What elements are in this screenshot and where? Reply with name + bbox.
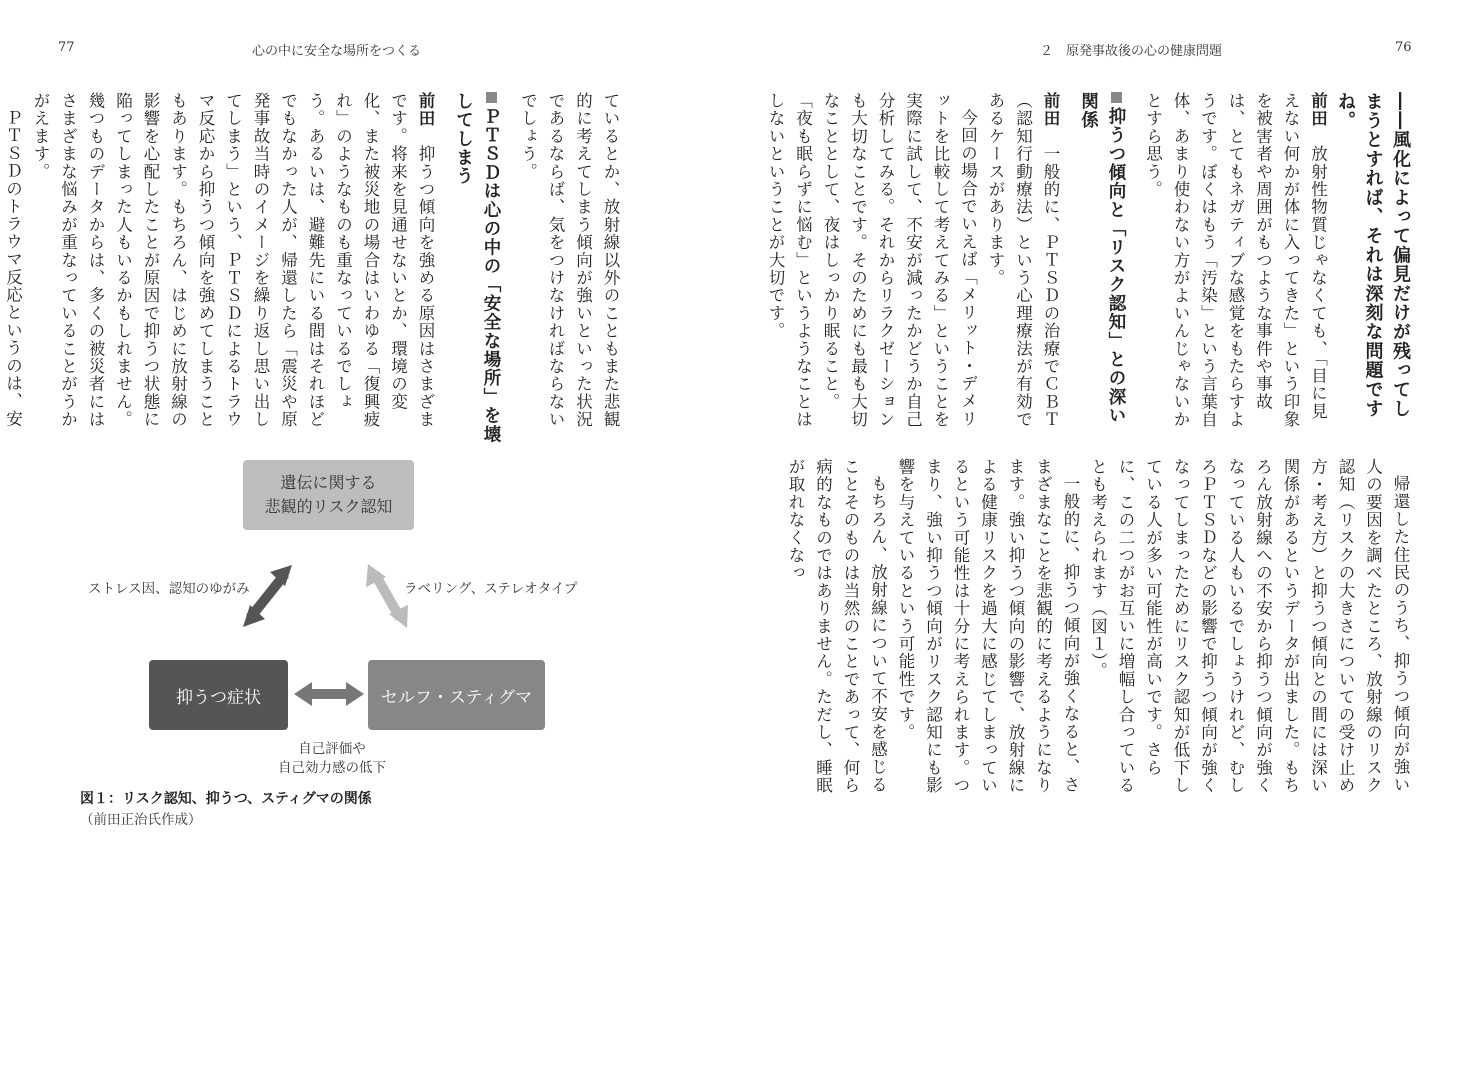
paragraph: 今回の場合でいえば「メリット・デメリットを比較して考えてみる」ということを実際に試して、不安が減ったかどうか自己分析してみる。それからリラクゼーションも大切なことです。そのためにも最も大切なこととして、夜はしっかり眠ること。「夜も眠らずに悩む」というようなことはしないということが大切です。 [766,92,978,429]
section-heading-text: ＰＴＳＤは心の中の「安全な場所」を壊してしまう [453,92,501,444]
arrow-horizontal [294,682,364,706]
paragraph-text: 一般的に、ＰＴＳＤの治療でＣＢＴ（認知行動療法）という心理療法が有効であるケースがあります。 [986,92,1060,429]
diagram-node-depression: 抑うつ症状 [149,660,288,730]
node-line: 遺伝に関する [280,473,377,492]
diagram-node-self-stigma: セルフ・スティグマ [368,660,545,730]
right-page [730,0,1460,1080]
paragraph [982,92,1065,432]
paragraph: 帰還した住民のうち、抑うつ傾向が強い人の要因を調べたところ、放射線のリスク認知（リスクの大きさについての受け止め方・考え方）と抑うつ傾向との間には深い関係があるというデータが出ました。もちろん放射線への不安から抑うつ傾向が強くなっている人もいるでしょうけれど、むしろＰＴＳＤなどの影響で抑うつ傾向が強くなってしまったためにリスク認知が低下している人が多い可能性が高いです。さらに、この二つがお互いに増幅し合っているとも考えられます（図１）。 [1088,458,1410,795]
interviewer-question: ――風化によって偏見だけが残ってしまうとすれば、それは深刻な問題ですね。 [1335,92,1411,419]
running-head: 心の中に安全な場所をつくる [252,44,422,59]
paragraph-text: 放射性物質じゃなくても、「目に見えない何かが体に入ってきた」という印象を被害者や周囲がもつような事件や事故は、とてもネガティブな感覚をもたらすようです。ぼくはもう「汚染」という言葉自体、あまり使わない方がよいんじゃないかとすら思う。 [1143,92,1328,429]
section-heading [1074,92,1129,432]
node-line: 悲観的リスク認知 [264,497,393,516]
page-number: 77 [58,40,75,55]
arrow-left-diagonal [243,565,292,627]
right-page-upper-text [766,92,1414,432]
paragraph: もちろん、放射線について不安を感じることそのものは当然のことであって、何ら病的なものではありません。ただし、睡眠が取れなくなっ [786,458,888,795]
continued-paragraph: ているとか、放射線以外のこともまた悲観的に考えてしまう傾向が強いといった状況であるならば、気をつけなければならないでしょう。 [518,92,620,429]
speaker-name: 前田 [416,92,435,128]
right-page-lower-text [786,458,1414,798]
label-labeling-stereotype: ラベリング、ステレオタイプ [404,581,578,597]
figure-caption: 図１：リスク認知、抑うつ、スティグマの関係 [80,791,372,807]
label-line: 自己効力感の低下 [278,760,386,776]
figure-credit: （前田正治氏作成） [80,812,202,828]
section-heading-text: 抑うつ傾向と「リスク認知」との深い関係 [1078,92,1126,425]
heading-marker [1111,92,1122,103]
paragraph: 一般的に、抑うつ傾向が強くなると、さまざまなことを悲観的に考えるようになります。強い抑うつ傾向の影響で、放射線による健康リスクを過大に感じてしまっているという可能性は十分に考えられます。つまり、強い抑うつ傾向がリスク認知にも影響を与えているという可能性です。 [896,458,1080,795]
paragraph-text: 抑うつ傾向を強める原因はさまざまです。将来を見通せないとか、環境の変化、また被災地の場合はいわゆる「復興疲れ」のようなものも重なっているでしょう。あるいは、避難先にいる間はそれほどでもなかった人が、帰還したら「震災や原発事故当時のイメージを繰り返し思い出してしまう」という、ＰＴＳＤによるトラウマ反応から抑うつ傾向を強めてしまうこともあります。もちろん、はじめに放射線の影響を心配したことが原因で抑うつ状態に陥ってしまった人もいるかもしれません。幾つものデータからは、多くの被災者にはさまざまな悩みが重なっていることがうかがえます。 [31,92,435,429]
running-head: ２ 原発事故後の心の健康問題 [1040,44,1223,59]
label-self-efficacy [262,740,402,778]
arrow-right-diagonal [366,564,408,628]
page-number: 76 [1395,40,1412,55]
label-line: 自己評価や [298,741,366,757]
speaker-name: 前田 [1308,92,1328,128]
label-stress-cognition: ストレス因、認知のゆがみ [88,581,250,597]
paragraph: ＰＴＳＤのトラウマ反応というのは、安 [3,108,23,428]
speaker-name: 前田 [1041,92,1060,128]
paragraph [1139,92,1332,432]
